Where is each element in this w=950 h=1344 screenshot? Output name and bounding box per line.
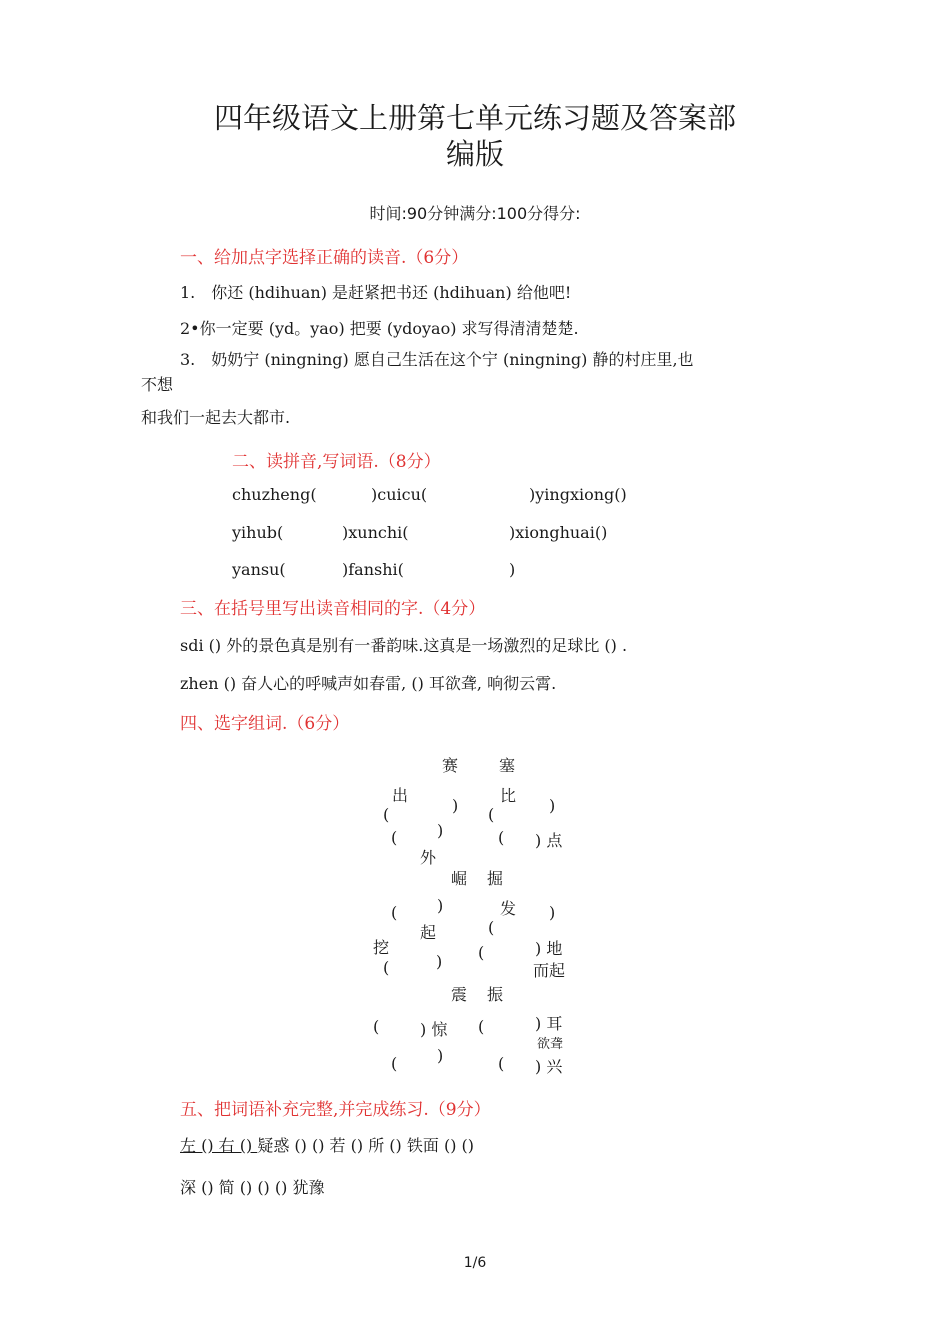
word-char: 而起 [533, 961, 566, 980]
doc-title-line2: 编版 [445, 137, 504, 171]
s3-line-1: sdi () 外的景色真是别有一番韵味.这真是一场激烈的足球比 () . [180, 636, 628, 655]
word-char: ) 地 [535, 939, 563, 958]
pinyin-item: )yingxiong() [529, 485, 627, 504]
bracket-open: ( [391, 1054, 398, 1073]
word-char: 欲聋 [537, 1037, 564, 1052]
bracket-open: ( [488, 918, 495, 937]
word-char: 挖 [373, 938, 390, 957]
word-char: 比 [500, 786, 517, 805]
choice-char: 掘 [487, 869, 504, 888]
choice-char: 赛 [442, 756, 459, 775]
word-char: 起 [420, 923, 437, 942]
word-char: ) 点 [535, 831, 563, 850]
doc-title-line1: 四年级语文上册第七单元练习题及答案部 [213, 101, 736, 135]
bracket-close: ) [437, 821, 444, 840]
bracket-close: ) [452, 796, 459, 815]
word-char: 外 [420, 848, 437, 867]
word-char: ) 兴 [535, 1057, 563, 1076]
bracket-close: ) [437, 1046, 444, 1065]
pinyin-item: yansu( [232, 560, 286, 579]
choice-char: 振 [487, 985, 504, 1004]
pinyin-item: )xionghuai() [509, 523, 608, 542]
bracket-close: ) [436, 952, 443, 971]
page-number: 1/6 [463, 1255, 487, 1271]
word-char: ) 惊 [420, 1020, 448, 1039]
bracket-open: ( [478, 943, 485, 962]
s1-question-3a: 3. 奶奶宁 (ningning) 愿自己生活在这个宁 (ningning) 静的村庄里,也 [180, 350, 694, 369]
bracket-open: ( [498, 828, 505, 847]
word-char: 发 [500, 899, 517, 918]
bracket-close: ) [437, 896, 444, 915]
pinyin-item: chuzheng( [232, 485, 317, 504]
s1-question-3c: 和我们一起去大都市. [141, 408, 291, 427]
word-char: 出 [392, 786, 409, 805]
section-3-heading: 三、在括号里写出读音相同的字.（4分） [180, 599, 486, 619]
bracket-open: ( [383, 958, 390, 977]
bracket-close: ) [549, 903, 556, 922]
bracket-open: ( [478, 1017, 485, 1036]
pinyin-item: )cuicu( [371, 485, 428, 504]
word-char: ) 耳 [535, 1014, 563, 1033]
pinyin-item: )xunchi( [342, 523, 409, 542]
bracket-open: ( [391, 903, 398, 922]
bracket-open: ( [498, 1054, 505, 1073]
section-1-heading: 一、给加点字选择正确的读音.（6分） [180, 248, 469, 268]
s5-line-1-underlined: 左 () 右 () [180, 1136, 258, 1155]
s3-line-2: zhen () 奋人心的呼喊声如春雷, () 耳欲聋, 响彻云霄. [180, 674, 557, 693]
pinyin-item: ) [509, 560, 516, 579]
s5-line-2: 深 () 简 () () () 犹豫 [180, 1178, 325, 1197]
bracket-open: ( [373, 1017, 380, 1036]
bracket-open: ( [383, 805, 390, 824]
section-4-heading: 四、选字组词.（6分） [180, 714, 350, 734]
bracket-close: ) [549, 796, 556, 815]
section-5-heading: 五、把词语补充完整,并完成练习.（9分） [180, 1100, 491, 1120]
s5-line-1 [180, 1133, 474, 1156]
choice-char: 震 [451, 985, 468, 1004]
bracket-open: ( [488, 805, 495, 824]
pinyin-item: yihub( [232, 523, 284, 542]
pinyin-item: )fanshi( [342, 560, 404, 579]
s1-question-3b: 不想 [141, 375, 174, 394]
exam-meta: 时间:90分钟满分:100分得分: [369, 204, 581, 223]
s1-question-1: 1. 你还 (hdihuan) 是赶紧把书还 (hdihuan) 给他吧! [180, 283, 572, 302]
section-2-heading: 二、读拼音,写词语.（8分） [232, 452, 441, 472]
bracket-open: ( [391, 828, 398, 847]
s1-question-2: 2•你一定要 (yd。yao) 把要 (ydoyao) 求写得清清楚楚. [180, 319, 579, 338]
s5-line-1-rest: 疑惑 () () 若 () 所 () 铁面 () () [257, 1136, 475, 1155]
choice-char: 崛 [451, 869, 468, 888]
choice-char: 塞 [499, 756, 516, 775]
